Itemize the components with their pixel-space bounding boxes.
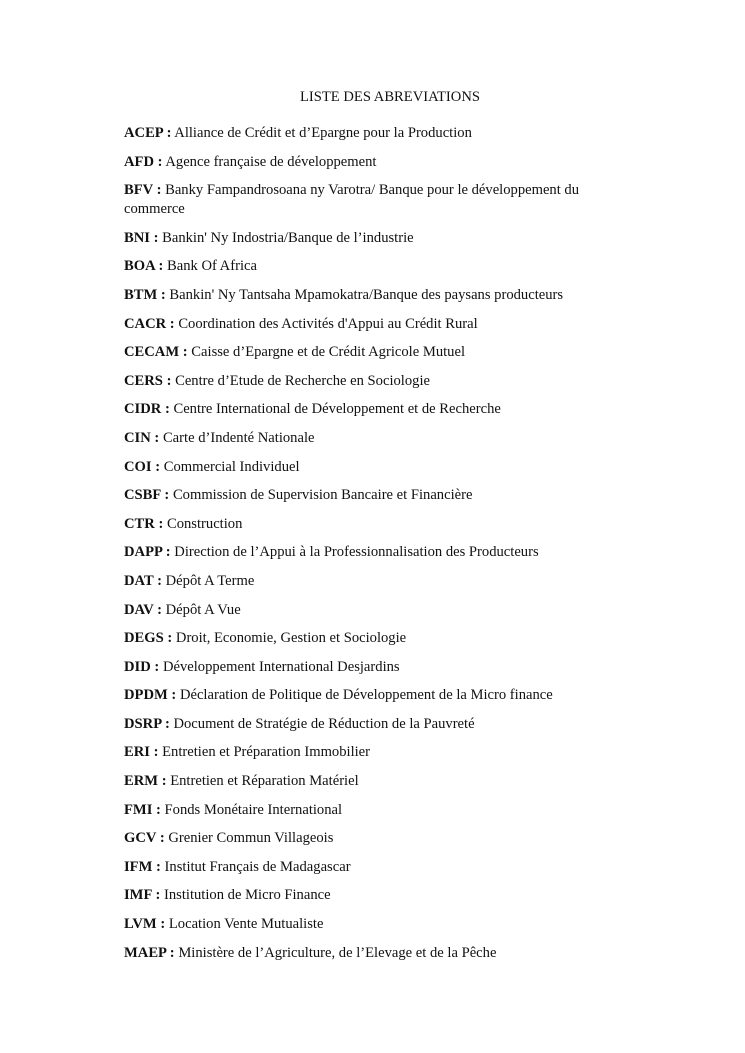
abbreviation-entry: [124, 801, 602, 820]
abbreviation-definition: Carte d’Indenté Nationale: [162, 429, 315, 446]
abbreviation-entry: [124, 944, 602, 963]
abbreviation-entry: [124, 743, 602, 762]
abbreviation-entry: [124, 229, 602, 248]
abbreviation-term: CIN :: [124, 429, 160, 446]
abbreviation-term: ERI :: [124, 744, 159, 761]
abbreviation-definition: Caisse d’Epargne et de Crédit Agricole Mutuel: [191, 344, 465, 361]
abbreviation-entry: [124, 343, 602, 362]
abbreviation-definition: Location Vente Mutualiste: [168, 916, 324, 933]
abbreviation-term: CTR :: [124, 515, 164, 532]
abbreviation-entry: [124, 286, 602, 305]
abbreviation-entry: [124, 715, 602, 734]
abbreviation-definition: Entretien et Réparation Matériel: [170, 773, 359, 790]
abbreviation-term: DPDM :: [124, 687, 177, 704]
abbreviation-definition: Coordination des Activités d'Appui au Crédit Rural: [178, 315, 478, 332]
abbreviation-entry: [124, 772, 602, 791]
abbreviation-entry: [124, 257, 602, 276]
abbreviation-term: BOA :: [124, 258, 164, 275]
abbreviation-definition: Commission de Supervision Bancaire et Financière: [172, 487, 473, 504]
page-title: LISTE DES ABREVIATIONS: [300, 89, 480, 105]
abbreviation-entry: [124, 429, 602, 448]
abbreviation-term: CSBF :: [124, 487, 170, 504]
abbreviation-entry: [124, 629, 602, 648]
abbreviation-definition: Centre d’Etude de Recherche en Sociologie: [175, 372, 430, 389]
abbreviation-term: BTM :: [124, 286, 166, 303]
abbreviation-entry: [124, 858, 602, 877]
abbreviation-term: ACEP :: [124, 125, 172, 141]
abbreviation-definition: Bankin' Ny Indostria/Banque de l’industrie: [162, 229, 414, 246]
abbreviation-term: IMF :: [124, 887, 161, 904]
abbreviation-entry: [124, 572, 602, 591]
abbreviation-term: BFV :: [124, 182, 162, 199]
abbreviation-term: MAEP :: [124, 944, 175, 961]
abbreviation-term: CIDR :: [124, 401, 170, 418]
abbreviation-term: IFM :: [124, 858, 161, 875]
abbreviation-term: DAT :: [124, 572, 162, 589]
abbreviation-entry: [124, 124, 602, 143]
abbreviation-definition: Ministère de l’Agriculture, de l’Elevage et de la Pêche: [178, 944, 497, 961]
abbreviation-term: DAPP :: [124, 544, 171, 561]
abbreviation-term: FMI :: [124, 801, 161, 818]
abbreviation-entry: [124, 543, 602, 562]
abbreviation-entry: [124, 829, 602, 848]
abbreviation-term: CECAM :: [124, 344, 188, 361]
abbreviation-definition: Grenier Commun Villageois: [168, 830, 334, 847]
abbreviation-entry: [124, 886, 602, 905]
abbreviation-definition: Document de Stratégie de Réduction de la Pauvreté: [173, 715, 475, 732]
abbreviation-definition: Banky Fampandrosoana ny Varotra/ Banque pour le développement du commerce: [124, 182, 580, 218]
abbreviation-list: [124, 124, 602, 972]
abbreviation-term: ERM :: [124, 773, 167, 790]
abbreviation-term: CACR :: [124, 315, 175, 332]
abbreviation-definition: Alliance de Crédit et d’Epargne pour la Production: [174, 125, 472, 141]
abbreviation-definition: Construction: [166, 515, 243, 532]
abbreviation-definition: Bankin' Ny Tantsaha Mpamokatra/Banque des paysans producteurs: [169, 286, 564, 303]
abbreviation-definition: Droit, Economie, Gestion et Sociologie: [175, 630, 407, 647]
abbreviation-definition: Agence française de développement: [165, 153, 377, 170]
abbreviation-definition: Centre International de Développement et de Recherche: [173, 401, 501, 418]
abbreviation-entry: [124, 686, 602, 705]
abbreviation-definition: Bank Of Africa: [166, 258, 257, 275]
abbreviation-entry: [124, 486, 602, 505]
abbreviation-term: DEGS :: [124, 630, 173, 647]
abbreviation-entry: [124, 601, 602, 620]
abbreviation-term: CERS :: [124, 372, 172, 389]
abbreviation-entry: [124, 153, 602, 172]
abbreviation-definition: Institut Français de Madagascar: [164, 858, 351, 875]
abbreviation-term: DAV :: [124, 601, 162, 618]
abbreviation-term: LVM :: [124, 916, 166, 933]
abbreviation-definition: Déclaration de Politique de Développement de la Micro finance: [179, 687, 553, 704]
abbreviation-term: DSRP :: [124, 715, 170, 732]
abbreviation-term: BNI :: [124, 229, 159, 246]
abbreviation-entry: [124, 458, 602, 477]
abbreviation-definition: Dépôt A Vue: [165, 601, 241, 618]
abbreviation-definition: Institution de Micro Finance: [164, 887, 331, 904]
abbreviation-entry: [124, 400, 602, 419]
abbreviation-definition: Fonds Monétaire International: [164, 801, 343, 818]
abbreviation-term: GCV :: [124, 830, 165, 847]
abbreviation-entry: [124, 181, 602, 219]
abbreviation-entry: [124, 515, 602, 534]
abbreviation-entry: [124, 915, 602, 934]
abbreviation-entry: [124, 658, 602, 677]
abbreviation-entry: [124, 315, 602, 334]
abbreviation-definition: Dépôt A Terme: [165, 572, 255, 589]
abbreviation-definition: Développement International Desjardins: [162, 658, 400, 675]
abbreviation-term: AFD :: [124, 153, 163, 170]
abbreviation-definition: Direction de l’Appui à la Professionnalisation des Producteurs: [174, 544, 539, 561]
abbreviation-entry: [124, 372, 602, 391]
abbreviation-definition: Commercial Individuel: [163, 458, 300, 475]
abbreviation-term: COI :: [124, 458, 161, 475]
abbreviation-definition: Entretien et Préparation Immobilier: [162, 744, 371, 761]
abbreviation-term: DID :: [124, 658, 160, 675]
